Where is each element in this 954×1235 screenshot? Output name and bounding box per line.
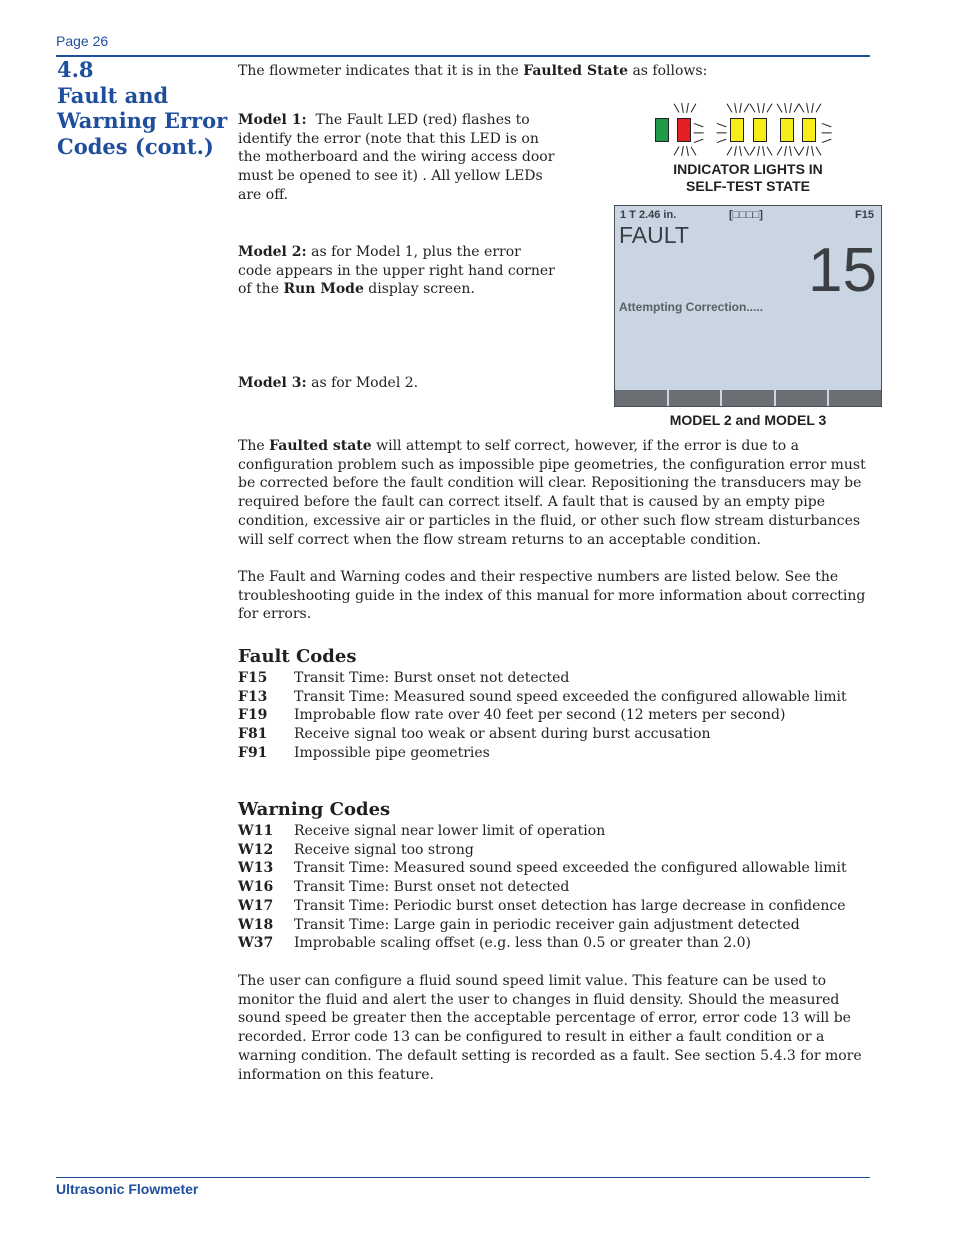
- code-id: W37: [238, 935, 274, 952]
- flash-ray: [690, 146, 696, 155]
- flash-ray: [674, 103, 680, 112]
- fault-code-row: [238, 706, 878, 725]
- model1-label: Model 1:: [238, 112, 307, 128]
- model2-label: Model 2:: [238, 244, 307, 260]
- flash-ray: [681, 146, 684, 156]
- fault-code-row: [238, 725, 878, 744]
- code-id: F13: [238, 688, 268, 705]
- flash-ray: [822, 123, 832, 128]
- model3-paragraph: [238, 374, 558, 393]
- yellow-led-icon: [780, 118, 794, 142]
- footer-rule: [56, 1177, 870, 1178]
- fault-code-row: [238, 688, 878, 707]
- flash-ray: [789, 103, 792, 113]
- flash-ray: [694, 123, 704, 128]
- flash-ray: [811, 103, 814, 113]
- warning-code-row: [238, 822, 878, 841]
- flash-ray: [762, 103, 765, 113]
- code-description: Improbable flow rate over 40 feet per second (12 meters per second): [294, 707, 786, 724]
- faulted-bold: Faulted state: [269, 438, 372, 454]
- model2-bold: Run Mode: [283, 281, 364, 298]
- warning-codes-heading: Warning Codes: [238, 799, 391, 820]
- green-led-icon: [655, 118, 669, 142]
- indicator-caption-line: INDICATOR LIGHTS IN: [673, 161, 823, 177]
- intro-bold: Faulted State: [523, 63, 628, 79]
- flash-ray: [822, 132, 832, 133]
- code-description: Transit Time: Periodic burst onset detection has large decrease in confidence: [294, 897, 846, 914]
- code-id: F15: [238, 670, 268, 686]
- yellow-led-icon: [730, 118, 744, 142]
- code-description: Transit Time: Measured sound speed exceeded the configured allowable limit: [294, 860, 847, 877]
- warning-code-row: [238, 916, 878, 935]
- flash-ray: [750, 146, 756, 155]
- lcd-caption: MODEL 2 and MODEL 3: [669, 412, 827, 428]
- codes-intro-paragraph: The Fault and Warning codes and their respective numbers are listed below. See the troubleshooting guide in the index of this manual for more information about correcting for errors.: [238, 569, 866, 623]
- indicator-caption-line: SELF-TEST STATE: [686, 178, 810, 194]
- flash-ray: [757, 146, 760, 156]
- code-description: Transit Time: Burst onset not detected: [294, 879, 570, 896]
- flash-ray: [777, 146, 783, 155]
- section-number: 4.8: [57, 57, 94, 82]
- softkey: [829, 390, 881, 406]
- lcd-softkeys: [615, 390, 881, 406]
- flash-ray: [734, 146, 737, 156]
- code-id: W16: [238, 879, 274, 896]
- warning-code-row: [238, 841, 878, 860]
- flash-ray: [734, 103, 737, 113]
- flash-ray: [681, 103, 684, 113]
- flash-ray: [739, 146, 742, 156]
- faulted-text-end: will attempt to self correct, however, if the error is due to a configuration problem such as impossible pipe geometries, the configuration error must be corrected before the fault condition will clear. Repositioning the transducers may be required before the fault can correct itself. A fault that is caused by an empty pipe condition, excessive air or particles in the fluid, or other such flow stream disturbances will self correct when the flow stream returns to an acceptable condition.: [238, 438, 866, 548]
- page-number: Page 26: [56, 33, 109, 49]
- softkey: [776, 390, 828, 406]
- flash-ray: [739, 103, 742, 113]
- flash-ray: [717, 139, 727, 144]
- warning-code-row: [238, 859, 878, 878]
- model2-text: as for Model 1, plus the error code appears in the upper right hand corner of the: [238, 244, 555, 298]
- flash-ray: [686, 146, 689, 156]
- flash-ray: [750, 103, 756, 112]
- code-description: Transit Time: Large gain in periodic receiver gain adjustment detected: [294, 916, 800, 933]
- flash-ray: [811, 146, 814, 156]
- flash-ray: [806, 103, 809, 113]
- flash-ray: [799, 146, 805, 155]
- final-paragraph: The user can configure a fluid sound speed limit value. This feature can be used to monitor the fluid and alert the user to changes in fluid density. Should the measured sound speed be greater then the acceptable percentage of error, error code 13 will be recorded. Error code 13 can be configured to result in either a fault condition or a warning condition. The default setting is recorded as a fault. See section 5.4.3 for more information on this feature.: [238, 973, 862, 1083]
- yellow-led-icon: [753, 118, 767, 142]
- flash-ray: [815, 103, 821, 112]
- flash-ray: [815, 146, 821, 155]
- flash-ray: [777, 103, 783, 112]
- softkey: [722, 390, 774, 406]
- section-title-line: Codes (cont.): [57, 133, 214, 159]
- warning-code-row: [238, 897, 878, 916]
- flash-ray: [784, 103, 787, 113]
- code-description: Transit Time: Measured sound speed exceeded the configured allowable limit: [294, 688, 847, 705]
- code-description: Impossible pipe geometries: [294, 744, 490, 761]
- lcd-status-left: 1 T 2.46 in.: [620, 209, 677, 221]
- softkey: [669, 390, 721, 406]
- flash-ray: [717, 123, 727, 128]
- fault-code-row: [238, 669, 878, 688]
- flash-ray: [784, 146, 787, 156]
- flash-ray: [757, 103, 760, 113]
- flash-ray: [686, 103, 689, 113]
- flash-ray: [766, 103, 772, 112]
- fault-code-list: [238, 669, 878, 763]
- code-id: F81: [238, 726, 268, 743]
- flash-ray: [822, 139, 832, 144]
- code-description: Receive signal near lower limit of operation: [294, 823, 606, 839]
- lcd-big-code: 15: [808, 236, 877, 305]
- flash-ray: [762, 146, 765, 156]
- flash-ray: [743, 103, 749, 112]
- intro-paragraph: [238, 62, 878, 81]
- code-description: Receive signal too strong: [294, 841, 474, 858]
- section-title-line: Fault and: [57, 82, 169, 108]
- model1-paragraph: [238, 111, 558, 205]
- flash-ray: [690, 103, 696, 112]
- model1-text: The Fault LED (red) flashes to identify the error (note that this LED is on the motherboard and the wiring access door must be opened to see it) . All yellow LEDs are off.: [238, 112, 559, 203]
- flash-ray: [727, 146, 733, 155]
- code-description: Receive signal too weak or absent during burst accusation: [294, 726, 711, 743]
- section-title: [57, 57, 232, 159]
- softkey: [615, 390, 667, 406]
- flash-ray: [694, 132, 704, 133]
- model2-paragraph: [238, 243, 558, 299]
- flash-ray: [743, 146, 749, 155]
- flash-ray: [806, 146, 809, 156]
- fault-codes-heading: Fault Codes: [238, 646, 357, 667]
- code-id: F91: [238, 744, 268, 761]
- indicator-lights-diagram: [640, 98, 850, 162]
- flash-ray: [766, 146, 772, 155]
- warning-code-row: [238, 878, 878, 897]
- model3-text: as for Model 2.: [306, 375, 419, 391]
- model3-label: Model 3:: [238, 375, 307, 391]
- code-id: F19: [238, 707, 268, 724]
- code-description: Improbable scaling offset (e.g. less than 0.5 or greater than 2.0): [294, 935, 751, 952]
- code-id: W18: [238, 916, 274, 933]
- warning-code-list: [238, 822, 878, 953]
- code-id: W13: [238, 860, 274, 877]
- section-title-line: Warning Error: [57, 108, 228, 133]
- lcd-display: [614, 205, 882, 407]
- faulted-text: The: [238, 438, 270, 454]
- flash-ray: [674, 146, 680, 155]
- fault-code-row: [238, 744, 878, 763]
- red-led-icon: [677, 118, 691, 142]
- footer-title: Ultrasonic Flowmeter: [56, 1181, 199, 1197]
- code-description: Transit Time: Burst onset not detected: [294, 670, 570, 686]
- code-id: W12: [238, 841, 274, 858]
- lcd-error-code: F15: [855, 209, 874, 221]
- flash-ray: [789, 146, 792, 156]
- yellow-led-icon: [802, 118, 816, 142]
- flash-ray: [727, 103, 733, 112]
- lcd-message: Attempting Correction.....: [619, 300, 763, 314]
- flash-ray: [717, 132, 727, 133]
- lcd-status-mid: [□□□□]: [729, 209, 763, 221]
- indicator-caption: [640, 161, 856, 195]
- warning-code-row: [238, 934, 878, 953]
- flash-ray: [694, 139, 704, 144]
- code-id: W17: [238, 897, 274, 914]
- faulted-paragraph: [238, 437, 874, 549]
- lcd-fault-label: FAULT: [619, 222, 689, 248]
- code-id: W11: [238, 823, 274, 839]
- intro-text: The flowmeter indicates that it is in the: [238, 63, 524, 79]
- intro-text-end: as follows:: [628, 63, 708, 79]
- flash-ray: [799, 103, 805, 112]
- model2-text-end: display screen.: [363, 281, 475, 298]
